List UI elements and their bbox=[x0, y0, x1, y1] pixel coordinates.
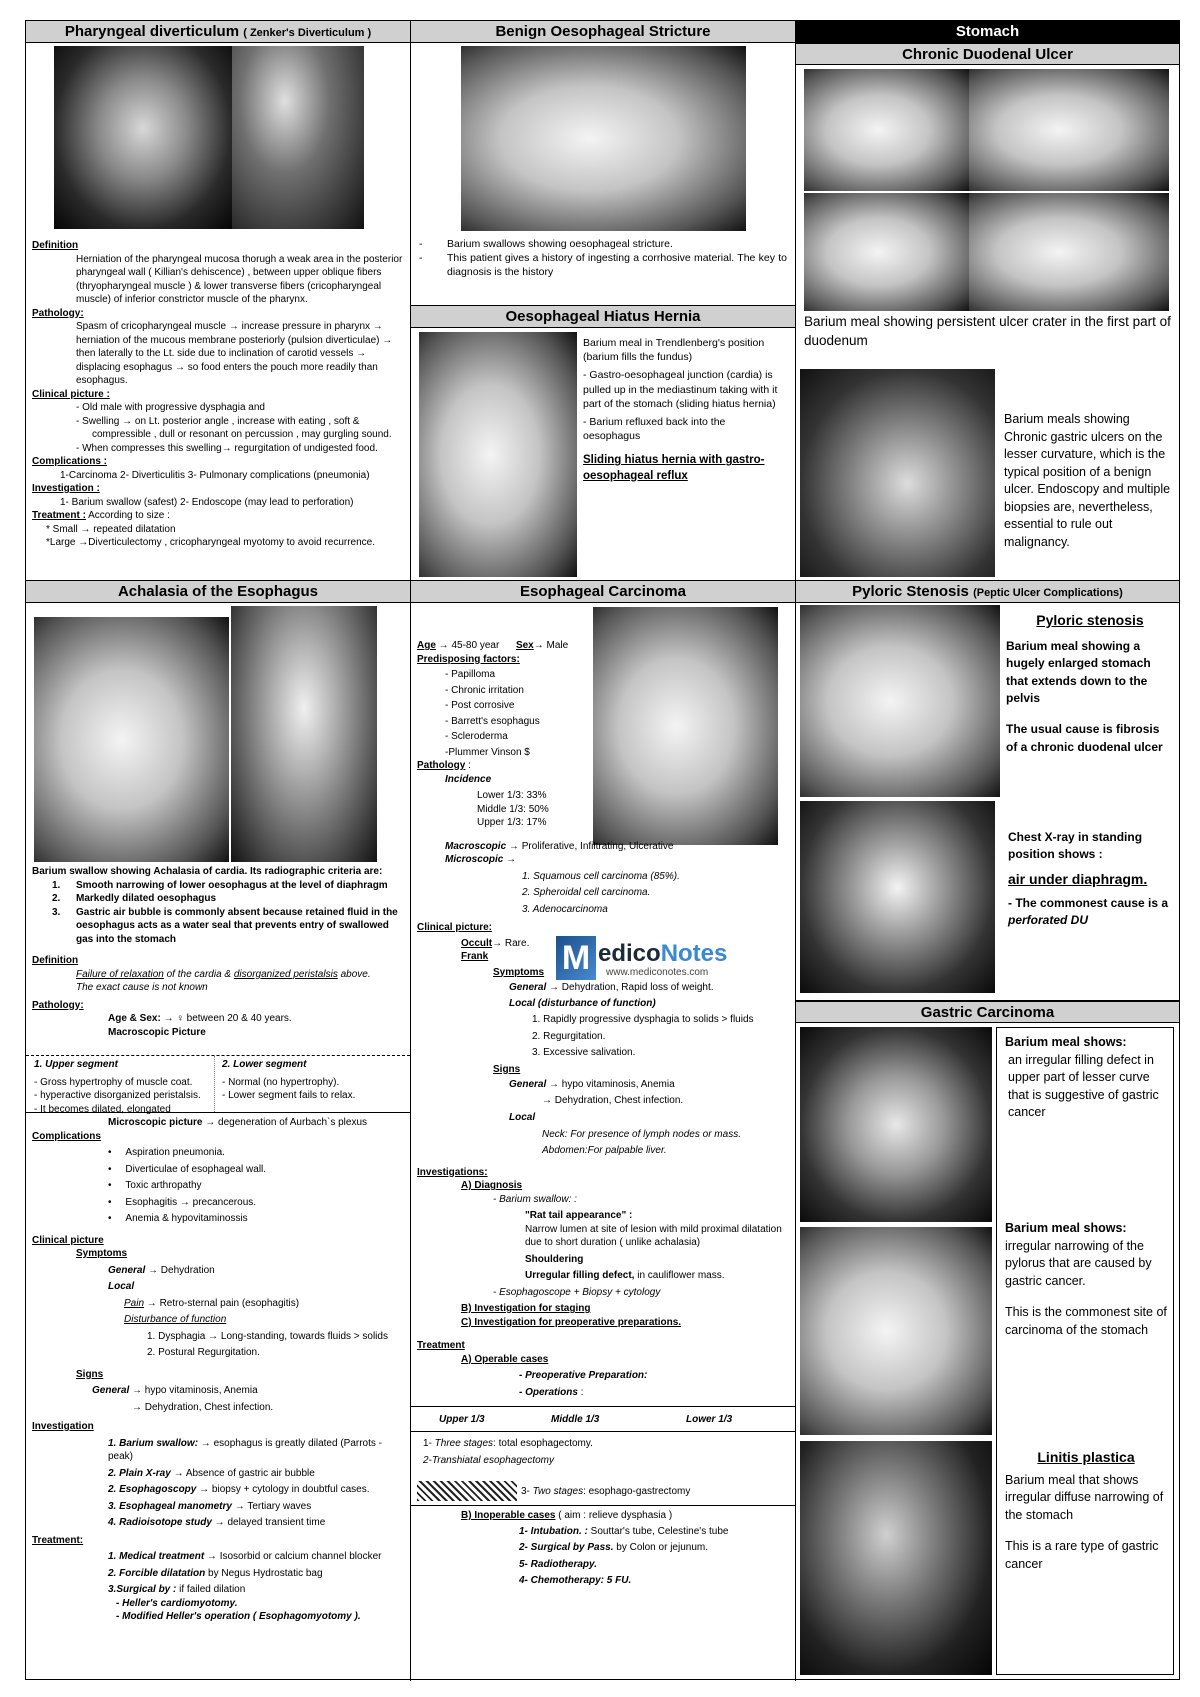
panel-zenker bbox=[26, 21, 411, 581]
carcinoma-treatment-table: Upper 1/3 Middle 1/3 Lower 1/3 bbox=[411, 1406, 795, 1432]
header-carcinoma: Esophageal Carcinoma bbox=[411, 581, 795, 603]
zenker-xray-lateral bbox=[232, 46, 364, 229]
stricture-xray bbox=[461, 46, 746, 231]
gastric-ulcer-xray bbox=[800, 369, 995, 577]
panel-achalasia bbox=[26, 581, 411, 1681]
carcinoma-text: Age → 45-80 year Sex→ Male Predisposing factors: - Papilloma - Chronic irritation - Post corrosive - Barrett's esophagus - Scleroderma -Plummer Vinson $ Pathology : Incidence Lower 1/3: 33% Middle 1/3: 50% Upper 1/3: 17% Macroscopic → Proliferative, Infiltrating, Ulcerative Microscopic → 1. Squamous cell carcinoma (85%). 2. Spheroidal cell carcinoma. 3. Adenocarcinoma Clinical picture: Occult→ Rare. Frank Symptoms General → Dehydration, Rapid loss of weight. Local (disturbance of function) 1. Rapidly progressive dysphagia to solids > fluids 2. Regurgitation. 3. Excessive salivation. Signs General → hypo vitaminosis, Anemia → Dehydration, Chest infection. Local Neck: For presence of lymph nodes or mass. Abdomen:For palpable liver. Investigations: A) Diagnosis - Barium swallow: : "Rat tail appearance" : Narrow lumen at site of lesion with mild proximal dilatation due to short duration ( unlike achalasia) Shouldering Urregular filling defect, in cauliflower mass. - Esophagoscope + Biopsy + cytology B) Investigation for staging C) Investigation for preoperative preparations. Treatment A) Operable cases - Preoperative Preparation: - Operations : bbox=[417, 640, 782, 1398]
panel-stricture bbox=[411, 21, 796, 306]
gastric-text: Barium meal shows: an irregular filling defect in upper part of lesser curve that is suggestive of gastric cancer bbox=[1005, 1035, 1159, 1119]
carcinoma-text-3: B) Inoperable cases ( aim : relieve dysphasia ) 1- Intubation. : Souttar's tube, Celestine's tube 2- Surgical by Pass. by Colon or jejunum. 5- Radiotherapy. 4- Chemotherapy: 5 FU. bbox=[461, 1510, 729, 1586]
gastric-xray-2 bbox=[800, 1227, 992, 1435]
panel-gastric bbox=[796, 1001, 1179, 1681]
header-zenker: Pharyngeal diverticulum ( Zenker's Diverticulum ) bbox=[26, 21, 410, 43]
header-hiatus: Oesophageal Hiatus Hernia bbox=[411, 306, 795, 328]
hiatus-xray bbox=[419, 332, 577, 577]
gastric-ulcer-caption: Barium meals showing Chronic gastric ulcers on the lesser curvature, which is the typical position of a benign ulcer. Endoscopy and multiple biopsies are, nevertheless, essential to rule out malignancy. bbox=[1004, 412, 1171, 549]
lower-segment: 2. Lower segment - Normal (no hypertrophy). - Lower segment fails to relax. bbox=[222, 1059, 356, 1101]
gastric-xray-3 bbox=[800, 1441, 992, 1675]
gastric-text-2: Barium meal shows: irregular narrowing of the pylorus that are caused by gastric cancer. This is the commonest site of carcinoma of the stomach bbox=[1005, 1221, 1167, 1337]
pyloric-text: Pyloric stenosis Barium meal showing a hugely enlarged stomach that extends down to the pelvis The usual cause is fibrosis of a chronic duodenal ulcer bbox=[1006, 612, 1163, 754]
achalasia-text-2: Microscopic picture → degeneration of Aurbach`s plexus Complications • Aspiration pneumonia. • Diverticulae of esophageal wall. • Toxic arthropathy • Esophagitis → precancerous. • Anemia & hypovitaminossis Clinical picture Symptoms General → Dehydration Local Pain → Retro-sternal pain (esophagitis) Disturbance of function 1. Dysphagia → Long-standing, towards fluids > solids 2. Postural Regurgitation. Signs General → hypo vitaminosis, Anemia → Dehydration, Chest infection. Investigation 1. Barium swallow: → esophagus is greatly dilated (Parrots - peak) 2. Plain X-ray → Absence of gastric air bubble 2. Esophagoscopy → biopsy + cytology in doubtful cases. 3. Esophageal manometry → Tertiary waves 4. Radioisotope study → delayed transient time Treatment: 1. Medical treatment → Isosorbid or calcium channel blocker 2. Forcible dilatation by Negus Hydrostatic bag 3.Surgical by : if failed dilation - Heller's cardiomyotomy. - Modified Heller's operation ( Esophagomyotomy ). bbox=[32, 1117, 388, 1622]
stricture-text: - Barium swallows showing oesophageal stricture. - This patient gives a history of ingesting a corrhosive material. The key to diagnosis is the history bbox=[419, 238, 787, 279]
zenker-text: Definition Herniation of the pharyngeal mucosa thorugh a weak area in the posterior pharyngeal wall ( Killian's dehiscence) , between upper oblique fibers (thryopharyngeal muscle ) & lower transverse fibers (cricopharyngeal muscle) of inferior constrictor muscle of the pharynx. Pathology: Spasm of cricopharyngeal muscle → increase pressure in pharynx → herniation of the mucous membrane posteriorly (pulsion diverticulae) → then laterally to the Lt. side due to inclination of carotid vessels → displacing esophagus → so food enters the pouch more readily than esophagus. Clinical picture : - Old male with progressive dysphagia and - Swelling → on Lt. posterior angle , increase with eating , soft & compressible , dull or resonant on percussion , may gurgling sound. - When compresses this swelling→ regurgitation of undigested food. Complications : 1-Carcinoma 2- Diverticulitis 3- Pulmonary complications (pneumonia) Investigation : 1- Barium swallow (safest) 2- Endoscope (may lead to perforation) Treatment : According to size : * Small → repeated dilatation *Large →Diverticulectomy , cricopharyngeal myotomy to avoid recurrence. bbox=[32, 240, 403, 548]
duodenal-xray-2 bbox=[969, 69, 1169, 191]
duodenal-xray-3 bbox=[804, 193, 969, 311]
zenker-xray-pa bbox=[54, 46, 232, 229]
mediconotes-logo: M edicoNotes www.mediconotes.com bbox=[556, 936, 746, 984]
carcinoma-two-stage: 3- Two stages: esophago-gastrectomy bbox=[521, 1486, 691, 1497]
hiatus-text: Barium meal in Trendlenberg's position (barium fills the fundus) - Gastro-oesophageal junction (cardia) is pulled up in the mediastinum taking with it part of the stomach (sliding hiatus hernia) - Barium refluxed back into the oesophagus Sliding hiatus hernia with gastro-oesophageal reflux bbox=[583, 337, 778, 482]
cheat-sheet bbox=[25, 20, 1180, 1680]
panel-duodenal bbox=[796, 21, 1179, 581]
upper-segment: 1. Upper segment - Gross hypertrophy of muscle coat. - hyperactive disorganized peristalsis. - It becomes dilated, elongated bbox=[34, 1059, 201, 1115]
duodenal-caption: Barium meal showing persistent ulcer crater in the first part of duodenum bbox=[804, 314, 1171, 348]
achalasia-segment-table bbox=[26, 1055, 410, 1113]
header-pyloric: Pyloric Stenosis (Peptic Ulcer Complications) bbox=[796, 581, 1179, 603]
header-achalasia: Achalasia of the Esophagus bbox=[26, 581, 410, 603]
gastric-xray-1 bbox=[800, 1027, 992, 1222]
carcinoma-text-2: 1- Three stages: total esophagectomy. 2-Transhiatal esophagectomy bbox=[423, 1438, 593, 1466]
achalasia-xray-2 bbox=[231, 606, 377, 862]
chest-xray-air bbox=[800, 801, 995, 993]
gastric-text-box bbox=[996, 1027, 1174, 1675]
header-duodenal: Chronic Duodenal Ulcer bbox=[796, 43, 1179, 65]
panel-hiatus bbox=[411, 306, 796, 581]
gastric-text-3: Linitis plastica Barium meal that shows irregular diffuse narrowing of the stomach This is a rare type of gastric cancer bbox=[1005, 1449, 1164, 1571]
panel-carcinoma bbox=[411, 581, 796, 1681]
header-gastric: Gastric Carcinoma bbox=[796, 1001, 1179, 1023]
achalasia-text: Barium swallow showing Achalasia of cardia. Its radiographic criteria are: 1. Smooth narrowing of lower oesophagus at the level of diaphragm 2. Markedly dilated oesophagus 3. Gastric air bubble is commonly absent because retained fluid in the oesophagus acts as a water seal that prevents entry of swallowed gas into the stomach Definition Failure of relaxation of the cardia & disorganized peristalsis above. The exact cause is not known Pathology: Age & Sex: → ♀ between 20 & 40 years. Macroscopic Picture bbox=[32, 866, 398, 1038]
achalasia-xray-1 bbox=[34, 617, 229, 862]
duodenal-xray-1 bbox=[804, 69, 969, 191]
header-stricture: Benign Oesophageal Stricture bbox=[411, 21, 795, 43]
logo-m-icon: M bbox=[556, 936, 596, 980]
pyloric-xray bbox=[800, 605, 1000, 797]
chest-xray-text: Chest X-ray in standing position shows : air under diaphragm. - The commonest cause is a perforated DU bbox=[1008, 830, 1169, 928]
duodenal-xray-4 bbox=[969, 193, 1169, 311]
hatched-block bbox=[417, 1481, 517, 1501]
header-stomach: Stomach bbox=[796, 21, 1179, 43]
panel-pyloric bbox=[796, 581, 1179, 1001]
